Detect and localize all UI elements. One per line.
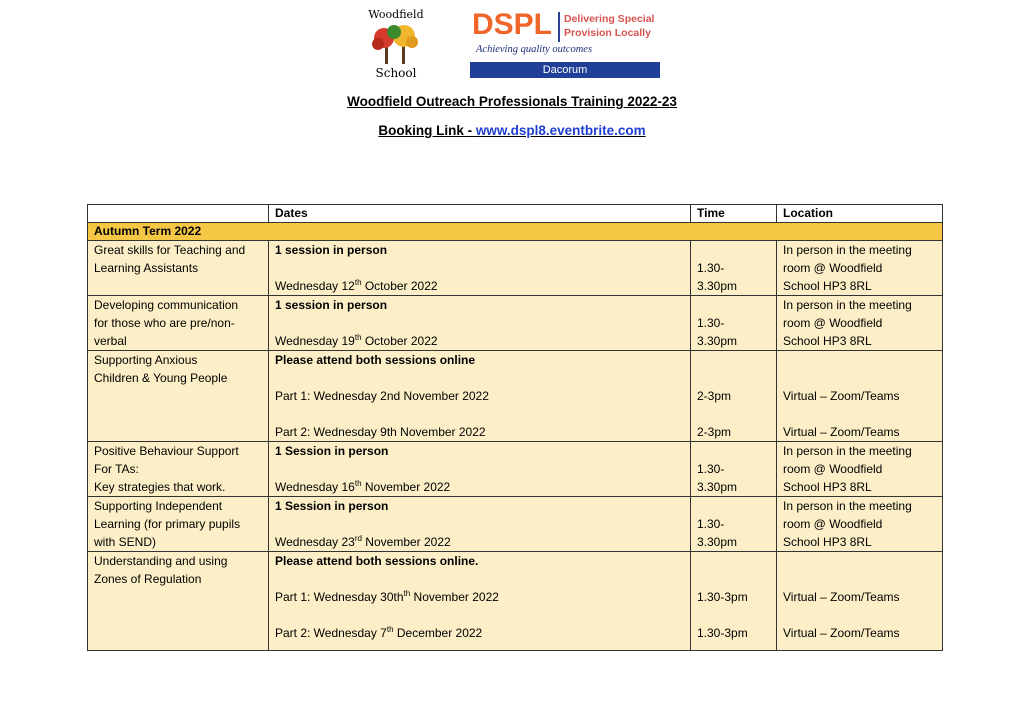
time-line: 2-3pm [697, 389, 732, 403]
time-line: 1.30- [697, 316, 725, 330]
location-line: room @ Woodfield [783, 261, 883, 275]
dates-cell [269, 442, 691, 497]
booking-label: Booking Link - [378, 123, 476, 138]
time-line: 2-3pm [697, 425, 732, 439]
table-row [88, 296, 943, 351]
course-line: Supporting Independent [94, 499, 223, 513]
dates-cell [269, 296, 691, 351]
location-cell [777, 296, 943, 351]
table-row [88, 351, 943, 442]
time-line: 3.30pm [697, 334, 738, 348]
session-part2: Part 2: Wednesday 7th December 2022 [275, 625, 483, 640]
course-line: Great skills for Teaching and [94, 243, 246, 257]
session-mode: 1 Session in person [275, 499, 389, 513]
time-line: 1.30-3pm [697, 590, 748, 604]
session-date: Wednesday 12th October 2022 [275, 278, 438, 293]
dspl-logo-tagline [564, 12, 654, 40]
location-line: room @ Woodfield [783, 316, 883, 330]
course-cell [88, 241, 269, 296]
course-line: Key strategies that work. [94, 480, 226, 494]
table-row [88, 552, 943, 651]
term-label: Autumn Term 2022 [88, 223, 943, 241]
session-part1: Part 1: Wednesday $30th^{th}$ November 2022 [275, 589, 499, 604]
course-line: with SEND) [94, 535, 157, 549]
woodfield-logo-top-text: Woodfield [368, 8, 424, 21]
booking-line [0, 123, 1024, 138]
dspl-tagline-line2: Provision Locally [564, 27, 651, 39]
location-cell [777, 497, 943, 552]
time-cell [691, 351, 777, 442]
location-cell [777, 442, 943, 497]
table-row [88, 241, 943, 296]
header-dates: Dates [269, 205, 691, 223]
table-row [88, 497, 943, 552]
location-line: room @ Woodfield [783, 462, 883, 476]
woodfield-logo [362, 8, 430, 80]
table-header-row [88, 205, 943, 223]
dates-cell [269, 241, 691, 296]
time-cell [691, 296, 777, 351]
session-mode: Please attend both sessions online [275, 353, 476, 367]
location-line: Virtual – Zoom/Teams [783, 389, 900, 403]
session-date: Wednesday 16th November 2022 [275, 479, 451, 494]
tree-icon [372, 22, 420, 66]
dspl-logo-wordmark: DSPL [472, 8, 553, 41]
time-line: 1.30- [697, 261, 725, 275]
page-title: Woodfield Outreach Professionals Training 2022-23 [347, 94, 677, 109]
location-line: School HP3 8RL [783, 279, 872, 293]
time-cell [691, 241, 777, 296]
course-line: Positive Behaviour Support [94, 444, 239, 458]
location-line: In person in the meeting [783, 499, 912, 513]
course-line: Understanding and using [94, 554, 228, 568]
course-cell [88, 296, 269, 351]
course-line: verbal [94, 334, 127, 348]
course-line: Supporting Anxious [94, 353, 198, 367]
time-line: 3.30pm [697, 279, 738, 293]
time-line: 3.30pm [697, 480, 738, 494]
dspl-logo-slogan: Achieving quality outcomes [476, 44, 593, 55]
session-mode: 1 session in person [275, 243, 388, 257]
location-line: room @ Woodfield [783, 517, 883, 531]
table-row [88, 442, 943, 497]
course-line: For TAs: [94, 462, 139, 476]
session-date: Wednesday 23rd November 2022 [275, 534, 451, 549]
course-line: Children & Young People [94, 371, 228, 385]
time-cell [691, 497, 777, 552]
time-line: 1.30- [697, 462, 725, 476]
location-cell [777, 351, 943, 442]
course-cell [88, 497, 269, 552]
woodfield-logo-bottom-text: School [375, 66, 417, 80]
location-line: In person in the meeting [783, 243, 912, 257]
session-part2: Part 2: Wednesday 9th November 2022 [275, 425, 486, 439]
time-cell [691, 442, 777, 497]
header-time: Time [691, 205, 777, 223]
term-row [88, 223, 943, 241]
dates-cell [269, 497, 691, 552]
time-line: 1.30-3pm [697, 626, 748, 640]
location-line: In person in the meeting [783, 444, 912, 458]
location-line: School HP3 8RL [783, 535, 872, 549]
course-cell [88, 552, 269, 651]
course-cell [88, 351, 269, 442]
dspl-logo [470, 8, 660, 78]
dates-cell [269, 552, 691, 651]
course-line: Learning Assistants [94, 261, 199, 275]
session-date: Wednesday 19th October 2022 [275, 333, 438, 348]
time-line: 3.30pm [697, 535, 738, 549]
location-line: School HP3 8RL [783, 334, 872, 348]
location-cell [777, 552, 943, 651]
location-line: In person in the meeting [783, 298, 912, 312]
dates-cell [269, 351, 691, 442]
session-mode: 1 Session in person [275, 444, 389, 458]
booking-link[interactable]: www.dspl8.eventbrite.com [475, 123, 646, 138]
header-location: Location [777, 205, 943, 223]
session-mode: 1 session in person [275, 298, 388, 312]
time-cell [691, 552, 777, 651]
location-line: Virtual – Zoom/Teams [783, 626, 900, 640]
location-cell [777, 241, 943, 296]
time-line: 1.30- [697, 517, 725, 531]
course-line: Zones of Regulation [94, 572, 202, 586]
location-line: Virtual – Zoom/Teams [783, 590, 900, 604]
training-schedule-table [87, 204, 943, 651]
session-part1: Part 1: Wednesday 2nd November 2022 [275, 389, 489, 403]
location-line: School HP3 8RL [783, 480, 872, 494]
course-line: for those who are pre/non- [94, 316, 235, 330]
course-cell [88, 442, 269, 497]
dspl-logo-footer: Dacorum [470, 62, 660, 78]
dspl-tagline-line1: Delivering Special [564, 13, 655, 25]
location-line: Virtual – Zoom/Teams [783, 425, 900, 439]
course-line: Learning (for primary pupils [94, 517, 241, 531]
header-course [88, 205, 269, 223]
dspl-logo-divider [558, 12, 560, 42]
session-mode: Please attend both sessions online. [275, 554, 479, 568]
course-line: Developing communication [94, 298, 239, 312]
